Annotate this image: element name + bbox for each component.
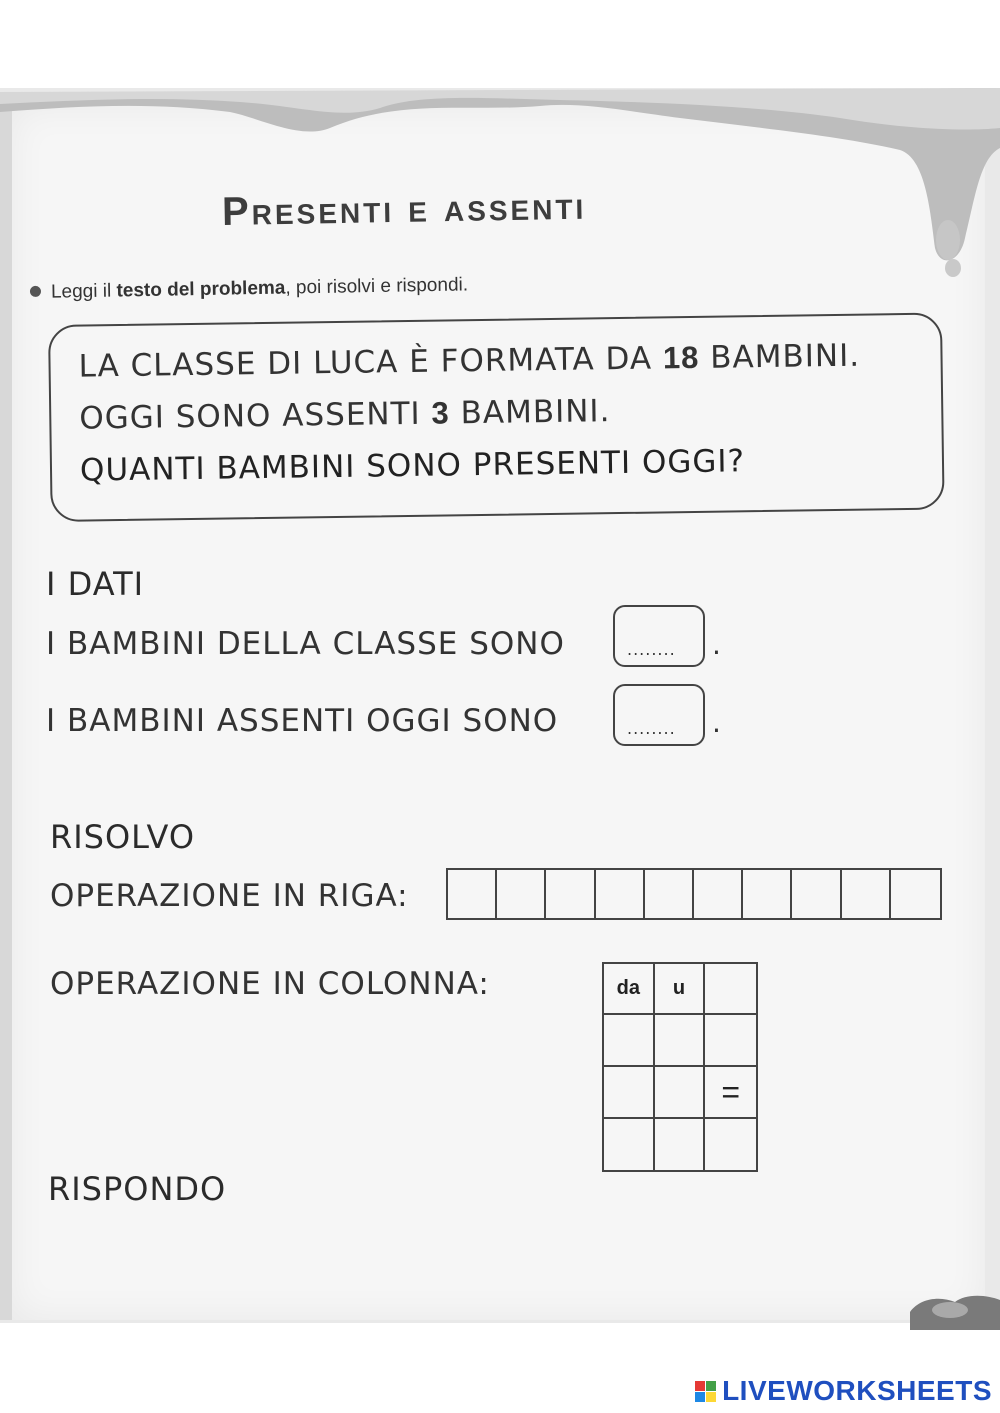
col-cell[interactable] [604,1015,655,1066]
col-cell[interactable] [655,1067,706,1119]
riga-cell[interactable] [497,870,546,918]
dati-heading: I DATI [46,565,145,603]
problem-question: QUANTI BAMBINI SONO PRESENTI OGGI? [79,443,746,489]
col-cell[interactable] [655,1015,706,1066]
liveworksheets-brand: LIVEWORKSHEETS [722,1375,992,1406]
period: . [712,706,721,739]
period: . [712,628,721,661]
riga-cell[interactable] [596,870,645,918]
problem-line-1 [78,338,860,385]
riga-cell[interactable] [792,870,841,918]
answer-box-class-total[interactable] [613,605,705,667]
col-cell[interactable] [705,964,756,1015]
corner-decoration [910,1290,1000,1330]
colonna-label: OPERAZIONE IN COLONNA: [50,966,490,1002]
answer-box-absent[interactable] [613,684,705,746]
problem-line-1-text: LA CLASSE DI LUCA È FORMATA DA [78,340,664,385]
riga-cell[interactable] [743,870,792,918]
col-result-cell[interactable] [604,1119,655,1170]
problem-line-2 [79,393,611,436]
col-header-u: u [655,964,706,1015]
col-result-cell[interactable] [705,1119,756,1170]
problem-number-3: 3 [431,395,450,431]
col-cell[interactable] [604,1067,655,1119]
answer-blank: ........ [627,640,676,659]
dati-line-2: I BAMBINI ASSENTI OGGI SONO [46,703,559,739]
answer-blank: ........ [627,719,676,738]
rispondo-heading: RISPONDO [48,1170,227,1208]
colonna-grid [602,962,758,1172]
bullet-icon [30,286,41,297]
problem-box [48,313,945,522]
problem-line-1-end: BAMBINI. [699,337,861,376]
instruction-pre: Leggi il [50,280,117,303]
problem-line-2-text: OGGI SONO ASSENTI [79,395,432,437]
col-result-cell[interactable] [655,1119,706,1170]
equals-sign: = [705,1067,756,1119]
instruction-bold: testo del problema [116,277,286,302]
problem-number-18: 18 [662,339,700,376]
col-cell[interactable] [705,1015,756,1066]
dati-line-1: I BAMBINI DELLA CLASSE SONO [46,626,565,662]
problem-line-2-end: BAMBINI. [449,393,611,432]
riga-cell[interactable] [546,870,595,918]
worksheet-title: Presenti e assenti [221,183,587,234]
riga-cell[interactable] [842,870,891,918]
riga-cell[interactable] [694,870,743,918]
col-header-da: da [604,964,655,1015]
liveworksheets-footer[interactable] [695,1375,992,1407]
risolvo-heading: RISOLVO [50,818,195,856]
riga-grid [446,868,942,920]
riga-label: OPERAZIONE IN RIGA: [50,878,409,914]
riga-cell[interactable] [645,870,694,918]
riga-cell[interactable] [448,870,497,918]
riga-cell[interactable] [891,870,940,918]
instruction-post: , poi risolvi e rispondi. [285,274,469,299]
liveworksheets-logo-icon [695,1381,716,1402]
